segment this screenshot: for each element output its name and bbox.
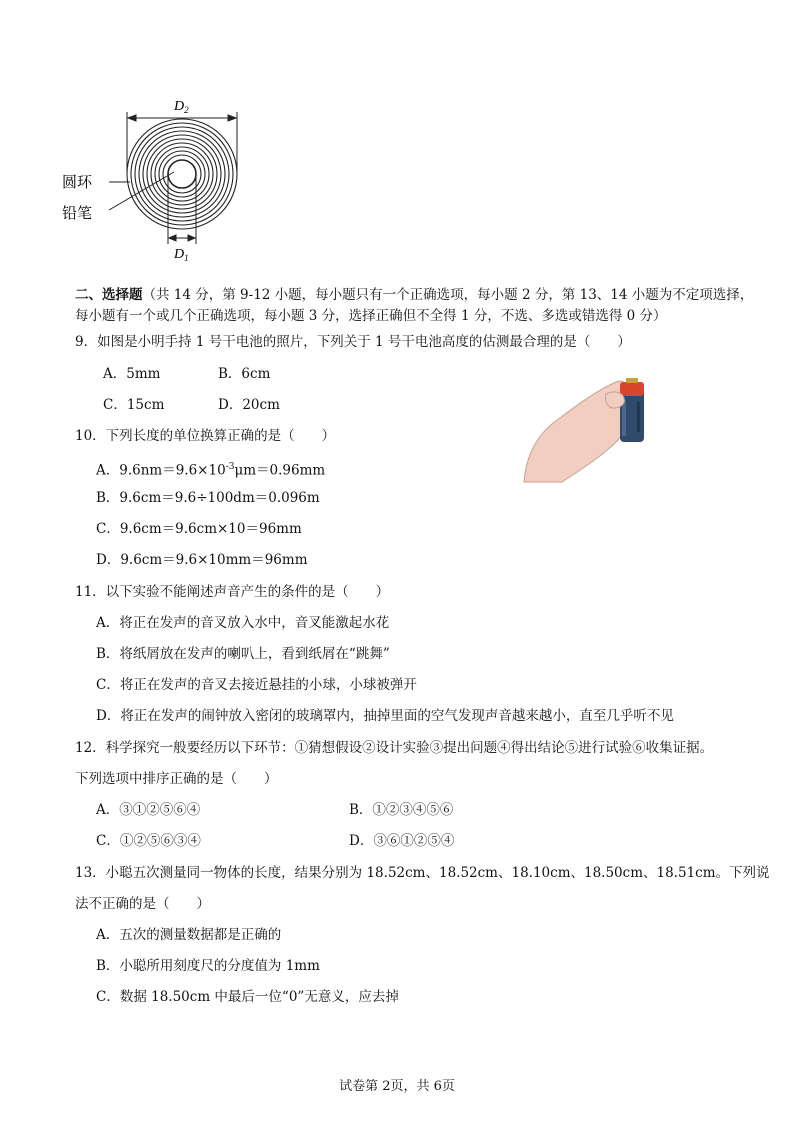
label-pencil: 铅笔 xyxy=(62,204,93,222)
battery-hand-figure xyxy=(520,360,660,485)
q11-stem: 11．以下实验不能阐述声音产生的条件的是（ ） xyxy=(75,584,390,600)
q11-option-d: D．将正在发声的闹钟放入密闭的玻璃罩内，抽掉里面的空气发现声音越来越小，直至几乎听不见 xyxy=(96,708,674,724)
section-desc-2: 每小题有一个或几个正确选项，每小题 3 分，选择正确但不全得 1 分，不选、多选或错选得 0 分） xyxy=(75,308,667,324)
q10-option-c: C．9.6cm＝9.6cm×10＝96mm xyxy=(96,521,302,537)
battery-icon xyxy=(620,378,644,442)
q10-option-d: D．9.6cm＝9.6×10mm＝96mm xyxy=(96,552,308,568)
label-d2: $D_2$ xyxy=(174,99,189,115)
q9-option-a: A．5mm xyxy=(103,366,161,382)
rings-figure xyxy=(62,92,272,267)
q12-option-d: D．③⑥①②⑤④ xyxy=(349,833,455,849)
q9-option-b: B．6cm xyxy=(218,366,271,382)
section-heading xyxy=(75,286,753,304)
q9-stem: 9．如图是小明手持 1 号干电池的照片，下列关于 1 号干电池高度的估测最合理的是（ ） xyxy=(75,334,631,350)
q13-option-c: C．数据 18.50cm 中最后一位“0”无意义，应去掉 xyxy=(96,989,399,1005)
section-desc-1: （共 14 分，第 9-12 小题，每小题只有一个正确选项，每小题 2 分，第 13、14 小题为不定项选择， xyxy=(142,287,754,303)
q13-option-a: A．五次的测量数据都是正确的 xyxy=(96,927,282,943)
q11-option-b: B．将纸屑放在发声的喇叭上，看到纸屑在“跳舞” xyxy=(96,646,390,662)
label-d1: $D_1$ xyxy=(174,247,189,263)
q12-option-a: A．③①②⑤⑥④ xyxy=(96,802,201,818)
q12-option-b: B．①②③④⑤⑥ xyxy=(349,802,454,818)
q13-stem-2: 法不正确的是（ ） xyxy=(75,896,210,912)
q9-option-c: C．15cm xyxy=(103,397,165,413)
q11-option-c: C．将正在发声的音叉去接近悬挂的小球，小球被弹开 xyxy=(96,677,417,693)
q12-stem-1: 12．科学探究一般要经历以下环节：①猜想假设②设计实验③提出问题④得出结论⑤进行试验⑥收集证据。 xyxy=(75,740,714,756)
q11-option-a: A．将正在发声的音叉放入水中，音叉能激起水花 xyxy=(96,615,390,631)
ring-coils xyxy=(127,119,237,229)
label-ring: 圆环 xyxy=(62,173,93,191)
q10-option-a: A．$9.6nm=9.6\times 10^{-3}\mu m=0.96mm$ xyxy=(96,462,326,479)
q13-stem-1: 13．小聪五次测量同一物体的长度，结果分别为 18.52cm、18.52cm、18.10cm、18.50cm、18.51cm。下列说 xyxy=(75,865,770,881)
q10-option-b: B．9.6cm＝9.6÷100dm＝0.096m xyxy=(96,490,320,506)
q12-stem-2: 下列选项中排序正确的是（ ） xyxy=(75,771,278,787)
q9-option-d: D．20cm xyxy=(218,397,280,413)
page-footer: 试卷第 2页，共 6页 xyxy=(339,1079,455,1094)
q10-stem: 10．下列长度的单位换算正确的是（ ） xyxy=(75,428,336,444)
section-title: 二、选择题 xyxy=(75,287,143,303)
q12-option-c: C．①②⑤⑥③④ xyxy=(96,833,201,849)
q13-option-b: B．小聪所用刻度尺的分度值为 1mm xyxy=(96,958,320,974)
thumb-shape xyxy=(605,392,624,408)
